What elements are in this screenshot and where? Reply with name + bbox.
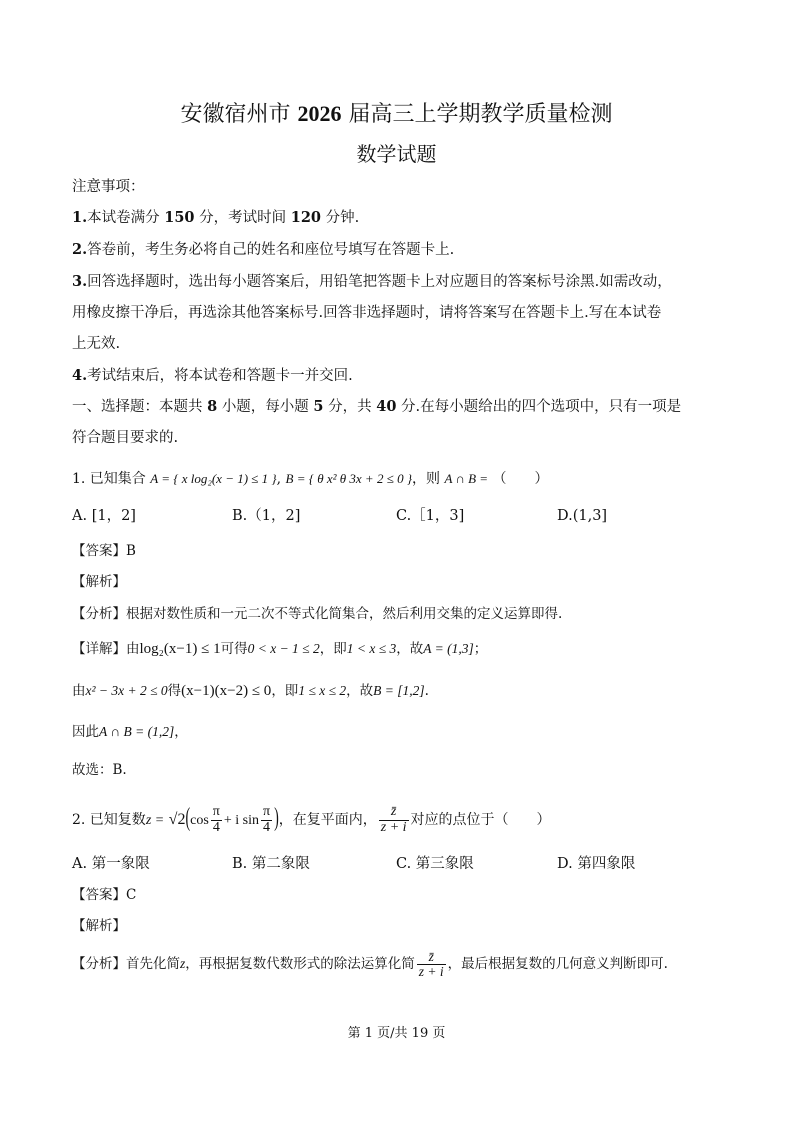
notice-item-2-text: 答卷前，考生务必将自己的姓名和座位号填写在答题卡上. xyxy=(87,242,455,258)
question-1-number: 1. 已知集合 xyxy=(72,471,146,487)
notice-item-1-text-c: 分，考试时间 xyxy=(199,210,287,226)
left-paren: ( xyxy=(185,804,191,834)
notice-item-1-num: 1. xyxy=(72,209,88,226)
sqrt-two: √2 xyxy=(168,811,186,828)
factored-inequality: (x−1)(x−2) ≤ 0 xyxy=(181,683,272,699)
question-1-option-b: B.（1，2] xyxy=(232,508,301,524)
notice-heading: 注意事项： xyxy=(72,179,145,195)
z-bar-over-z-plus-i xyxy=(379,805,409,835)
i-sin-label: + i sin xyxy=(223,813,259,828)
question-2-stem xyxy=(72,800,551,840)
page-footer: 第 1 页/共 19 页 xyxy=(347,1026,446,1041)
z-plus-i-denominator: z + i xyxy=(380,819,407,835)
detail2-text-e: . xyxy=(424,683,429,699)
question-1-stem xyxy=(72,469,549,489)
answer-value-2: C xyxy=(126,887,137,903)
answer-tag-2: 【答案】 xyxy=(72,887,126,903)
question-2-number: 2. 已知复数 xyxy=(72,812,146,828)
question-1-detail-line-2 xyxy=(72,681,429,701)
fenxi2-text-b: ，再根据复数代数形式的除法运算化简 xyxy=(185,956,415,972)
set-a-definition: A = { x log₂(x − 1) ≤ 1 } xyxy=(150,471,277,486)
detail2-text-c: ，即 xyxy=(271,683,299,699)
question-2-option-b: B. 第二象限 xyxy=(232,856,310,872)
fenxi2-z: z xyxy=(180,956,186,971)
z-lhs: z = xyxy=(145,813,165,828)
fenxi-tag-2: 【分析】 xyxy=(72,956,126,972)
detail-text-a: 由 xyxy=(126,641,140,657)
section-1-text-a: 一、选择题：本题共 xyxy=(72,399,203,415)
quadratic-inequality: x² − 3x + 2 ≤ 0 xyxy=(85,683,168,698)
notice-item-3-line-3: 上无效. xyxy=(72,336,121,352)
set-b-result: B = [1,2] xyxy=(373,683,425,698)
right-paren: ) xyxy=(274,804,279,834)
set-b-definition: B = { θ x² θ 3x + 2 ≤ 0 } xyxy=(285,471,413,486)
notice-item-4-num: 4. xyxy=(72,367,88,384)
question-2-analysis-tag: 【解析】 xyxy=(72,918,126,934)
detail2-text-d: ，故 xyxy=(346,683,374,699)
notice-item-4 xyxy=(72,366,353,386)
inequality-3: 1 ≤ x ≤ 2 xyxy=(298,683,347,698)
cos-label: cos xyxy=(190,813,209,828)
section-1-intro-line-2: 符合题目要求的. xyxy=(72,430,179,446)
document-subtitle: 数学试题 xyxy=(356,142,437,166)
question-1-detail-line-1 xyxy=(72,639,487,659)
notice-item-2-num: 2. xyxy=(72,241,88,258)
section-1-intro-line-1 xyxy=(72,397,681,417)
pi-over-four-1 xyxy=(211,805,222,835)
detail2-text-a: 由 xyxy=(72,683,86,699)
set-separator: , xyxy=(276,471,282,487)
section-1-count: 8 xyxy=(207,398,218,415)
question-1-fenxi xyxy=(72,604,562,624)
fenxi2-numerator: z̄ xyxy=(417,950,446,965)
question-1-option-d: D.(1,3] xyxy=(557,508,608,524)
question-1-blank: （ ） xyxy=(492,471,549,487)
title-prefix: 安徽宿州市 xyxy=(180,102,291,127)
set-a-result: A = (1,3] xyxy=(423,641,474,656)
question-2-option-c: C. 第三象限 xyxy=(396,856,474,872)
question-1-detail-line-3 xyxy=(72,722,188,742)
question-1-answer xyxy=(72,541,136,561)
question-2-text-b: ，在复平面内， xyxy=(278,812,377,828)
detail2-text-b: 得 xyxy=(167,683,182,699)
question-2-option-a: A. 第一象限 xyxy=(72,856,150,872)
question-2-text-c: 对应的点位于（ ） xyxy=(410,812,551,828)
question-1-conclusion: 故选：B. xyxy=(72,762,127,778)
intersection-expression: A ∩ B = xyxy=(444,471,489,486)
question-1-then: ，则 xyxy=(412,471,441,487)
question-1-option-c: C.［1，3] xyxy=(396,508,465,524)
detail3-text-b: ， xyxy=(174,724,188,740)
pi-numerator-2: π xyxy=(263,803,271,819)
detail-text-b: 可得 xyxy=(220,641,248,657)
notice-item-3-text-1: 回答选择题时，选出每小题答案后，用铅笔把答题卡上对应题目的答案标号涂黑.如需改动， xyxy=(87,274,672,290)
notice-item-1-time: 120 xyxy=(290,209,322,226)
document-title xyxy=(0,99,793,130)
notice-item-1 xyxy=(72,208,359,228)
section-1-text-g: 分.在每小题给出的四个选项中，只有一项是 xyxy=(401,399,682,415)
fenxi2-denominator: z + i xyxy=(418,964,444,979)
notice-item-1-text-a: 本试卷满分 xyxy=(87,210,160,226)
pi-numerator-1: π xyxy=(212,803,220,819)
detail-tag: 【详解】 xyxy=(72,641,126,657)
notice-item-4-text: 考试结束后，将本试卷和答题卡一并交回. xyxy=(87,368,353,384)
section-1-points: 5 xyxy=(313,398,324,415)
fenxi2-fraction xyxy=(417,950,446,979)
detail-text-d: ，故 xyxy=(396,641,424,657)
question-2-option-d: D. 第四象限 xyxy=(557,856,636,872)
section-1-text-e: 分，共 xyxy=(328,399,372,415)
fenxi-tag: 【分析】 xyxy=(72,606,126,622)
notice-item-2 xyxy=(72,240,454,260)
question-1-analysis-tag: 【解析】 xyxy=(72,574,126,590)
four-denominator-1: 4 xyxy=(212,819,220,835)
log-inequality: log₂(x−1) ≤ 1 xyxy=(139,641,221,657)
detail-text-e: ； xyxy=(473,641,488,657)
question-2-answer xyxy=(72,885,136,905)
detail3-text-a: 因此 xyxy=(72,724,99,740)
intersection-result: A ∩ B = (1,2] xyxy=(99,724,175,739)
pi-over-four-2 xyxy=(261,805,272,835)
question-2-fenxi xyxy=(72,944,668,984)
inequality-2: 1 < x ≤ 3 xyxy=(346,641,397,656)
fenxi2-text-a: 首先化简 xyxy=(126,956,180,972)
notice-item-3-line-1 xyxy=(72,272,672,292)
four-denominator-2: 4 xyxy=(263,819,271,835)
z-bar-numerator: z̄ xyxy=(379,805,409,821)
notice-item-1-score: 150 xyxy=(164,209,195,226)
section-1-text-c: 小题，每小题 xyxy=(221,399,309,415)
notice-item-1-text-e: 分钟. xyxy=(325,210,360,226)
detail-text-c: ，即 xyxy=(319,641,347,657)
question-1-option-a: A. [1，2] xyxy=(72,508,136,524)
answer-value: B xyxy=(126,543,136,559)
notice-item-3-num: 3. xyxy=(72,273,88,290)
notice-item-3-line-2: 用橡皮擦干净后，再选涂其他答案标号.回答非选择题时，请将答案写在答题卡上.写在本试卷 xyxy=(72,305,662,321)
fenxi2-text-c: ，最后根据复数的几何意义判断即可. xyxy=(447,956,668,972)
title-suffix: 届高三上学期教学质量检测 xyxy=(348,102,613,127)
inequality-1: 0 < x − 1 ≤ 2 xyxy=(247,641,320,656)
title-year: 2026 xyxy=(297,101,342,126)
answer-tag: 【答案】 xyxy=(72,543,126,559)
section-1-total: 40 xyxy=(376,398,397,415)
fenxi-text: 根据对数性质和一元二次不等式化简集合，然后利用交集的定义运算即得. xyxy=(126,606,563,622)
